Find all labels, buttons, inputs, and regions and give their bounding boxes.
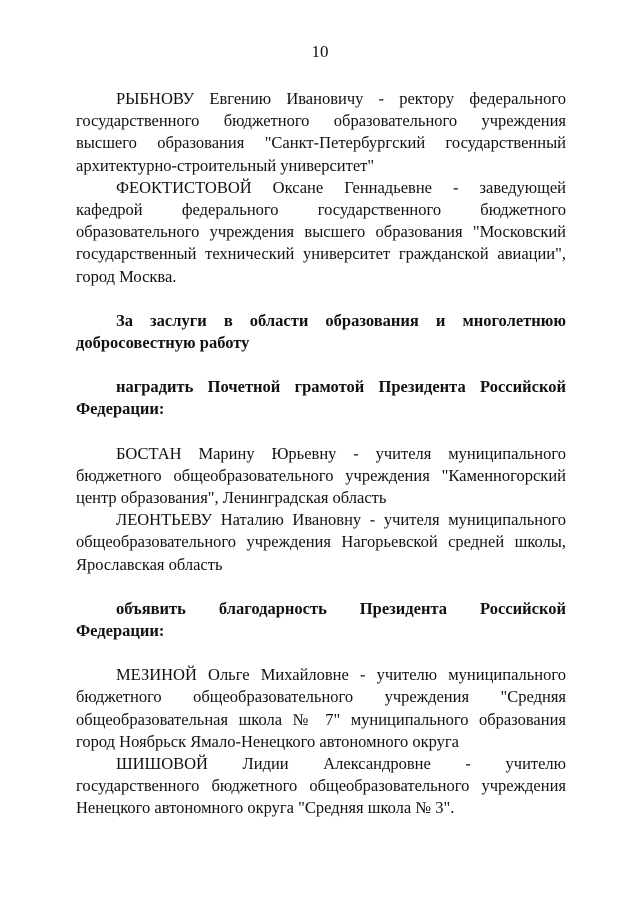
gratitude-entry-mezina: МЕЗИНОЙ Ольге Михайловне - учителю муниципального бюджетного общеобразовательного учреждения "Средняя общеобразовательная школа № 7" муниципального образования город Ноябрьск Ямало-Ненецкого автономного округа — [76, 665, 566, 751]
award-entry-rybnov: РЫБНОВУ Евгению Ивановичу - ректору федерального государственного бюджетного образовательного учреждения высшего образования "Санкт-Петербургский государственный архитектурно-строительный университет" — [76, 89, 566, 175]
page-number: 10 — [311, 42, 329, 61]
document-body — [76, 88, 566, 820]
award-heading: наградить Почетной грамотой Президента Российской Федерации: — [76, 377, 566, 419]
gratitude-heading: объявить благодарность Президента Российской Федерации: — [76, 598, 566, 641]
gratitude-entry-shishova: ШИШОВОЙ Лидии Александровне - учителю государственного бюджетного общеобразовательного учреждения Ненецкого автономного округа "Средняя школа № 3". — [76, 754, 566, 818]
award-entry-leontyeva: ЛЕОНТЬЕВУ Наталию Ивановну - учителя муниципального общеобразовательного учреждения Нагорьевской средней школы, Ярославская область — [76, 510, 566, 574]
merit-heading: За заслуги в области образования и многолетнюю добросовестную работу — [76, 310, 566, 353]
award-entry-bostan: БОСТАН Марину Юрьевну - учителя муниципального бюджетного общеобразовательного учреждения "Каменногорский центр образования", Ленинградская область — [76, 443, 566, 508]
award-entry-feoktistova: ФЕОКТИСТОВОЙ Оксане Геннадьевне - заведующей кафедрой федерального государственного бюджетного образовательного учреждения высшего образования "Московский государственный технический университет гражданской авиации", город Москва. — [76, 177, 566, 286]
